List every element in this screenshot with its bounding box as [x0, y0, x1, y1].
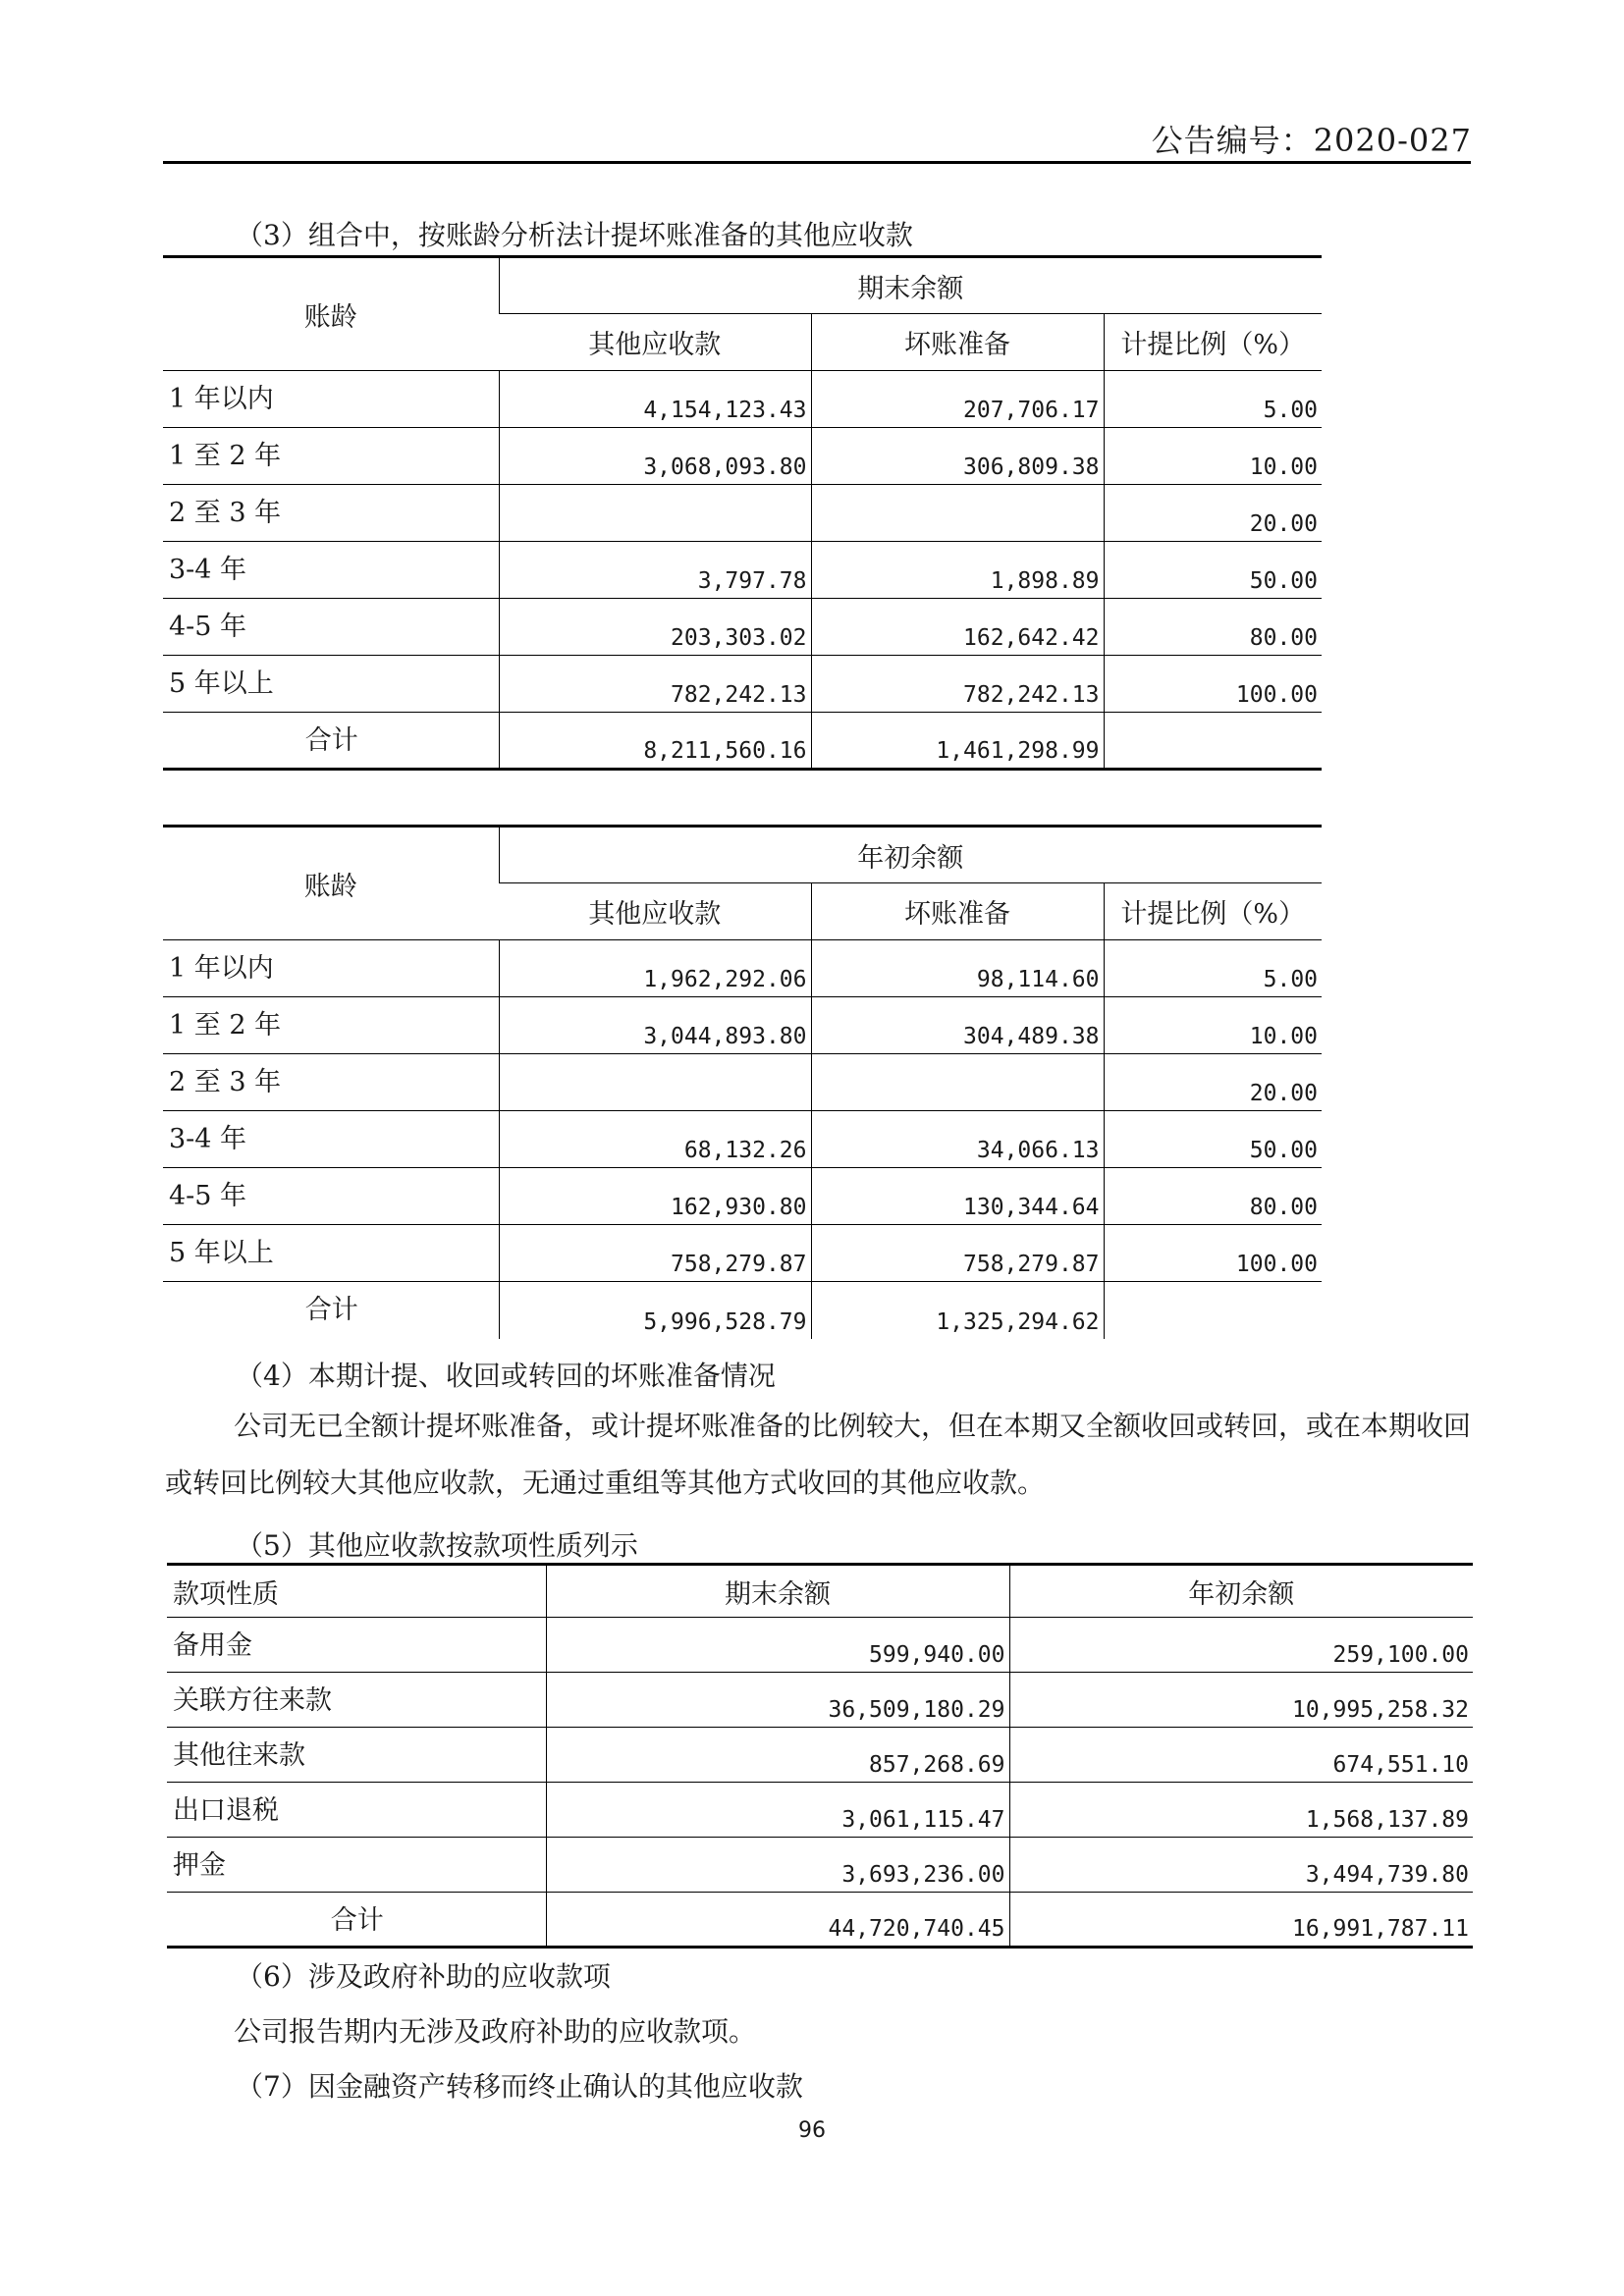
allowance-cell	[811, 485, 1104, 542]
allowance-cell: 1,898.89	[811, 542, 1104, 599]
age-header: 账龄	[163, 827, 499, 940]
ratio-cell: 20.00	[1104, 1054, 1322, 1111]
table-row	[167, 1728, 1473, 1783]
receivable-cell: 68,132.26	[499, 1111, 811, 1168]
age-cell: 1 年以内	[163, 371, 499, 428]
age-cell: 4-5 年	[163, 1168, 499, 1225]
aging-table-begin	[163, 825, 1322, 1339]
total-allowance: 1,325,294.62	[811, 1282, 1104, 1339]
receivable-cell: 203,303.02	[499, 599, 811, 656]
allowance-cell: 758,279.87	[811, 1225, 1104, 1282]
total-row	[163, 713, 1322, 770]
ratio-cell: 5.00	[1104, 940, 1322, 997]
allowance-cell: 162,642.42	[811, 599, 1104, 656]
nature-cell: 押金	[167, 1838, 546, 1893]
total-label: 合计	[304, 1295, 358, 1325]
col-allowance: 坏账准备	[811, 883, 1104, 940]
total-row	[163, 1282, 1322, 1339]
aging-table-end	[163, 255, 1322, 771]
total-label: 合计	[163, 713, 499, 770]
allowance-cell: 304,489.38	[811, 997, 1104, 1054]
end-cell: 3,693,236.00	[546, 1838, 1009, 1893]
section5-heading: （5）其他应收款按款项性质列示	[236, 1529, 638, 1562]
total-begin: 16,991,787.11	[1009, 1893, 1473, 1948]
receivable-cell: 3,068,093.80	[499, 428, 811, 485]
table-row	[163, 485, 1322, 542]
table-row	[163, 656, 1322, 713]
group-header: 期末余额	[499, 257, 1322, 314]
total-ratio	[1104, 1282, 1322, 1339]
table-row	[163, 599, 1322, 656]
ratio-cell: 5.00	[1104, 371, 1322, 428]
table-row	[167, 1618, 1473, 1673]
receivable-cell	[499, 1054, 811, 1111]
total-end: 44,720,740.45	[546, 1893, 1009, 1948]
age-cell: 5 年以上	[163, 1225, 499, 1282]
group-header: 年初余额	[499, 827, 1322, 883]
ratio-cell: 20.00	[1104, 485, 1322, 542]
ratio-cell: 80.00	[1104, 1168, 1322, 1225]
begin-cell: 10,995,258.32	[1009, 1673, 1473, 1728]
col-nature: 款项性质	[167, 1565, 546, 1618]
allowance-cell: 34,066.13	[811, 1111, 1104, 1168]
table-row	[163, 997, 1322, 1054]
nature-table	[167, 1563, 1473, 1949]
ratio-cell: 10.00	[1104, 997, 1322, 1054]
section4-body: 公司无已全额计提坏账准备，或计提坏账准备的比例较大，但在本期又全额收回或转回，或在本期收回或转回比例较大其他应收款，无通过重组等其他方式收回的其他应收款。	[165, 1410, 1472, 1499]
total-ratio	[1104, 713, 1322, 770]
nature-cell: 出口退税	[167, 1783, 546, 1838]
age-cell: 1 年以内	[163, 940, 499, 997]
receivable-cell: 758,279.87	[499, 1225, 811, 1282]
end-cell: 36,509,180.29	[546, 1673, 1009, 1728]
receivable-cell: 3,797.78	[499, 542, 811, 599]
age-cell: 1 至 2 年	[163, 428, 499, 485]
total-allowance: 1,461,298.99	[811, 713, 1104, 770]
end-cell: 857,268.69	[546, 1728, 1009, 1783]
allowance-cell	[811, 1054, 1104, 1111]
age-cell: 1 至 2 年	[163, 997, 499, 1054]
receivable-cell: 1,962,292.06	[499, 940, 811, 997]
age-header: 账龄	[163, 257, 499, 371]
section6-body: 公司报告期内无涉及政府补助的应收款项。	[234, 2015, 757, 2048]
col-ratio: 计提比例（%）	[1104, 314, 1322, 371]
col-receivable: 其他应收款	[499, 883, 811, 940]
section6-heading: （6）涉及政府补助的应收款项	[236, 1960, 611, 1993]
table-row	[163, 1168, 1322, 1225]
receivable-cell: 162,930.80	[499, 1168, 811, 1225]
receivable-cell	[499, 485, 811, 542]
begin-cell: 674,551.10	[1009, 1728, 1473, 1783]
table-row	[163, 542, 1322, 599]
ratio-cell: 50.00	[1104, 542, 1322, 599]
end-cell: 599,940.00	[546, 1618, 1009, 1673]
begin-cell: 3,494,739.80	[1009, 1838, 1473, 1893]
table-row	[167, 1783, 1473, 1838]
table-row	[163, 371, 1322, 428]
table-row	[163, 1054, 1322, 1111]
section3-heading: （3）组合中，按账龄分析法计提坏账准备的其他应收款	[236, 219, 913, 251]
nature-cell: 备用金	[167, 1618, 546, 1673]
ratio-cell: 100.00	[1104, 1225, 1322, 1282]
age-cell: 2 至 3 年	[163, 485, 499, 542]
header-rule	[163, 161, 1471, 164]
allowance-cell: 782,242.13	[811, 656, 1104, 713]
table-row	[163, 940, 1322, 997]
ratio-cell: 100.00	[1104, 656, 1322, 713]
section7-heading: （7）因金融资产转移而终止确认的其他应收款	[236, 2070, 803, 2103]
allowance-cell: 306,809.38	[811, 428, 1104, 485]
page-number: 96	[798, 2118, 826, 2143]
allowance-cell: 98,114.60	[811, 940, 1104, 997]
receivable-cell: 4,154,123.43	[499, 371, 811, 428]
announcement-number: 公告编号：2020-027	[1151, 122, 1472, 159]
ratio-cell: 10.00	[1104, 428, 1322, 485]
table-row	[163, 1225, 1322, 1282]
total-row	[167, 1893, 1473, 1948]
table-row	[167, 1673, 1473, 1728]
table-row	[163, 1111, 1322, 1168]
ratio-cell: 80.00	[1104, 599, 1322, 656]
nature-cell: 其他往来款	[167, 1728, 546, 1783]
receivable-cell: 782,242.13	[499, 656, 811, 713]
nature-cell: 关联方往来款	[167, 1673, 546, 1728]
total-receivable: 8,211,560.16	[499, 713, 811, 770]
ratio-cell: 50.00	[1104, 1111, 1322, 1168]
col-ratio: 计提比例（%）	[1104, 883, 1322, 940]
col-receivable: 其他应收款	[499, 314, 811, 371]
age-cell: 3-4 年	[163, 1111, 499, 1168]
age-cell: 3-4 年	[163, 542, 499, 599]
age-cell: 4-5 年	[163, 599, 499, 656]
allowance-cell: 130,344.64	[811, 1168, 1104, 1225]
section4-heading: （4）本期计提、收回或转回的坏账准备情况	[236, 1360, 776, 1392]
end-cell: 3,061,115.47	[546, 1783, 1009, 1838]
total-receivable: 5,996,528.79	[499, 1282, 811, 1339]
receivable-cell: 3,044,893.80	[499, 997, 811, 1054]
begin-cell: 1,568,137.89	[1009, 1783, 1473, 1838]
age-cell: 5 年以上	[163, 656, 499, 713]
col-allowance: 坏账准备	[811, 314, 1104, 371]
col-end-balance: 期末余额	[546, 1565, 1009, 1618]
allowance-cell: 207,706.17	[811, 371, 1104, 428]
age-cell: 2 至 3 年	[163, 1054, 499, 1111]
begin-cell: 259,100.00	[1009, 1618, 1473, 1673]
table-row	[167, 1838, 1473, 1893]
table-row	[163, 428, 1322, 485]
total-label: 合计	[167, 1893, 546, 1948]
col-begin-balance: 年初余额	[1009, 1565, 1473, 1618]
